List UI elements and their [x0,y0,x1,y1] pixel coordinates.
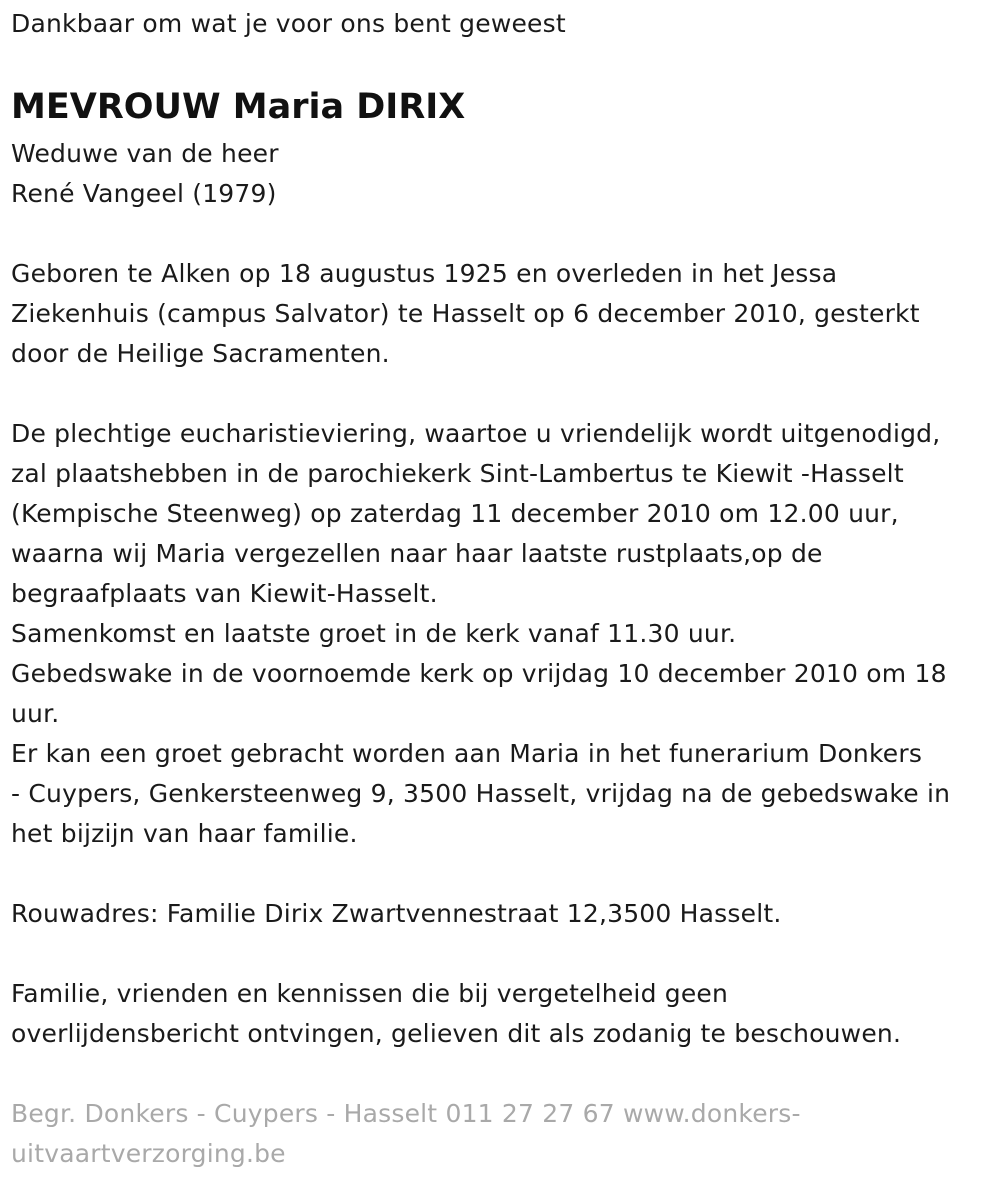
paragraph-line: Familie, vrienden en kennissen die bij vergetelheid geen [11,979,729,1008]
paragraph-line: Ziekenhuis (campus Salvator) te Hasselt op 6 december 2010, gesterkt [11,299,920,328]
paragraph-line: uur. [11,699,60,728]
paragraph-line: Samenkomst en laatste groet in de kerk vanaf 11.30 uur. [11,619,737,648]
widow-block [11,134,279,214]
paragraph-line: waarna wij Maria vergezellen naar haar laatste rustplaats,op de [11,539,823,568]
footer-line: uitvaartverzorging.be [11,1139,286,1168]
paragraph-line: Geboren te Alken op 18 augustus 1925 en overleden in het Jessa [11,259,838,288]
family-note [11,974,901,1054]
paragraph-line: het bijzijn van haar familie. [11,819,358,848]
ceremony-paragraph [11,414,950,854]
footer-line: Begr. Donkers - Cuypers - Hasselt 011 27 27 67 www.donkers- [11,1099,801,1128]
paragraph-line: Rouwadres: Familie Dirix Zwartvennestraat 12,3500 Hasselt. [11,899,782,928]
widow-line: Weduwe van de heer [11,139,279,168]
paragraph-line: begraafplaats van Kiewit-Hasselt. [11,579,438,608]
widow-line: René Vangeel (1979) [11,179,277,208]
birth-death-paragraph [11,254,920,374]
paragraph-line: (Kempische Steenweg) op zaterdag 11 december 2010 om 12.00 uur, [11,499,899,528]
paragraph-line: overlijdensbericht ontvingen, gelieven dit als zodanig te beschouwen. [11,1019,902,1048]
paragraph-line: zal plaatshebben in de parochiekerk Sint-Lambertus te Kiewit -Hasselt [11,459,904,488]
mourning-address [11,894,782,934]
intro-line: Dankbaar om wat je voor ons bent geweest [11,9,566,38]
paragraph-line: Gebedswake in de voornoemde kerk op vrijdag 10 december 2010 om 18 [11,659,947,688]
paragraph-line: Er kan een groet gebracht worden aan Maria in het funerarium Donkers [11,739,923,768]
paragraph-line: door de Heilige Sacramenten. [11,339,390,368]
paragraph-line: De plechtige eucharistieviering, waartoe u vriendelijk wordt uitgenodigd, [11,419,941,448]
paragraph-line: - Cuypers, Genkersteenweg 9, 3500 Hasselt, vrijdag na de gebedswake in [11,779,951,808]
deceased-name: MEVROUW Maria DIRIX [11,87,466,127]
funeral-home-footer [11,1094,801,1174]
